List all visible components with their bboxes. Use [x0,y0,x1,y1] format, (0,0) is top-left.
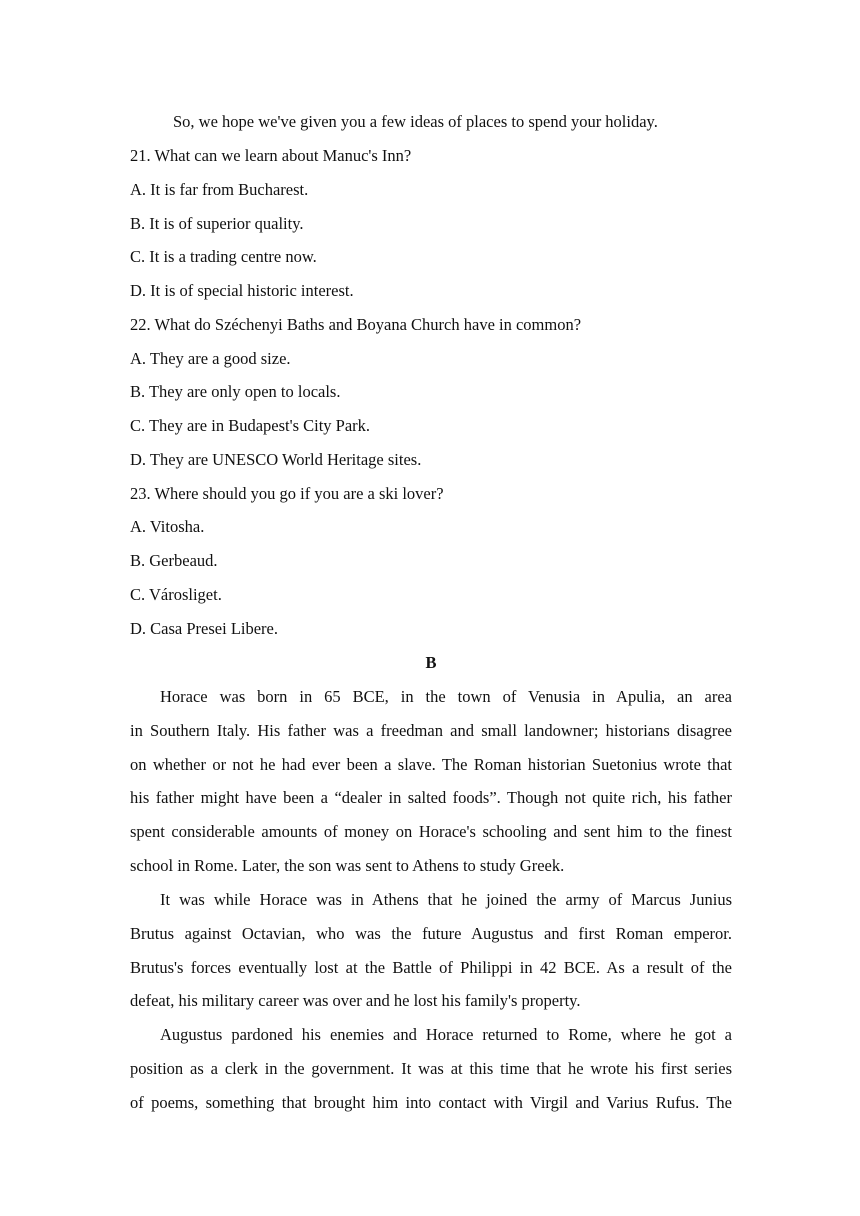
paragraph-line: Brutus's forces eventually lost at the Battle of Philippi in 42 BCE. As a result of the [130,957,732,977]
paragraph-3 [130,1018,732,1119]
question-21-option-d: D. It is of special historic interest. [130,281,354,300]
paragraph-line: of poems, something that brought him into contact with Virgil and Varius Rufus. The [130,1092,732,1112]
question-22-option-a: A. They are a good size. [130,349,291,368]
paragraph-line: Brutus against Octavian, who was the future Augustus and first Roman emperor. [130,923,732,943]
question-23-option-b: B. Gerbeaud. [130,551,218,570]
question-23-stem: 23. Where should you go if you are a ski lover? [130,484,444,503]
question-22-option-d: D. They are UNESCO World Heritage sites. [130,450,422,469]
paragraph-2 [130,883,732,1018]
paragraph-1 [130,680,732,883]
section-heading: B [425,653,437,672]
paragraph-line: in Southern Italy. His father was a freedman and small landowner; historians disagree [130,720,732,740]
paragraph-line: It was while Horace was in Athens that he joined the army of Marcus Junius [160,890,732,909]
paragraph-line: his father might have been a “dealer in salted foods”. Though not quite rich, his father [130,788,732,808]
question-23-option-c: C. Városliget. [130,585,222,604]
paragraph-line: spent considerable amounts of money on Horace's schooling and sent him to the finest [130,822,732,842]
paragraph-line: school in Rome. Later, the son was sent to Athens to study Greek. [130,855,565,875]
question-21-option-b: B. It is of superior quality. [130,214,304,233]
paragraph-line: Horace was born in 65 BCE, in the town of Venusia in Apulia, an area [160,687,732,706]
paragraph-line: defeat, his military career was over and he lost his family's property. [130,991,581,1011]
question-23-option-a: A. Vitosha. [130,517,205,536]
question-23-option-d: D. Casa Presei Libere. [130,619,278,638]
question-21-option-a: A. It is far from Bucharest. [130,180,309,199]
question-22-stem: 22. What do Széchenyi Baths and Boyana Church have in common? [130,315,582,334]
question-21-stem: 21. What can we learn about Manuc's Inn? [130,146,412,165]
question-22-option-c: C. They are in Budapest's City Park. [130,416,371,435]
paragraph-line: position as a clerk in the government. It was at this time that he wrote his first series [130,1058,732,1078]
question-21-option-c: C. It is a trading centre now. [130,247,317,266]
intro-text: So, we hope we've given you a few ideas of places to spend your holiday. [173,112,658,131]
paragraph-line: Augustus pardoned his enemies and Horace returned to Rome, where he got a [160,1025,732,1044]
paragraph-line: on whether or not he had ever been a slave. The Roman historian Suetonius wrote that [130,754,732,774]
question-22-option-b: B. They are only open to locals. [130,382,341,401]
